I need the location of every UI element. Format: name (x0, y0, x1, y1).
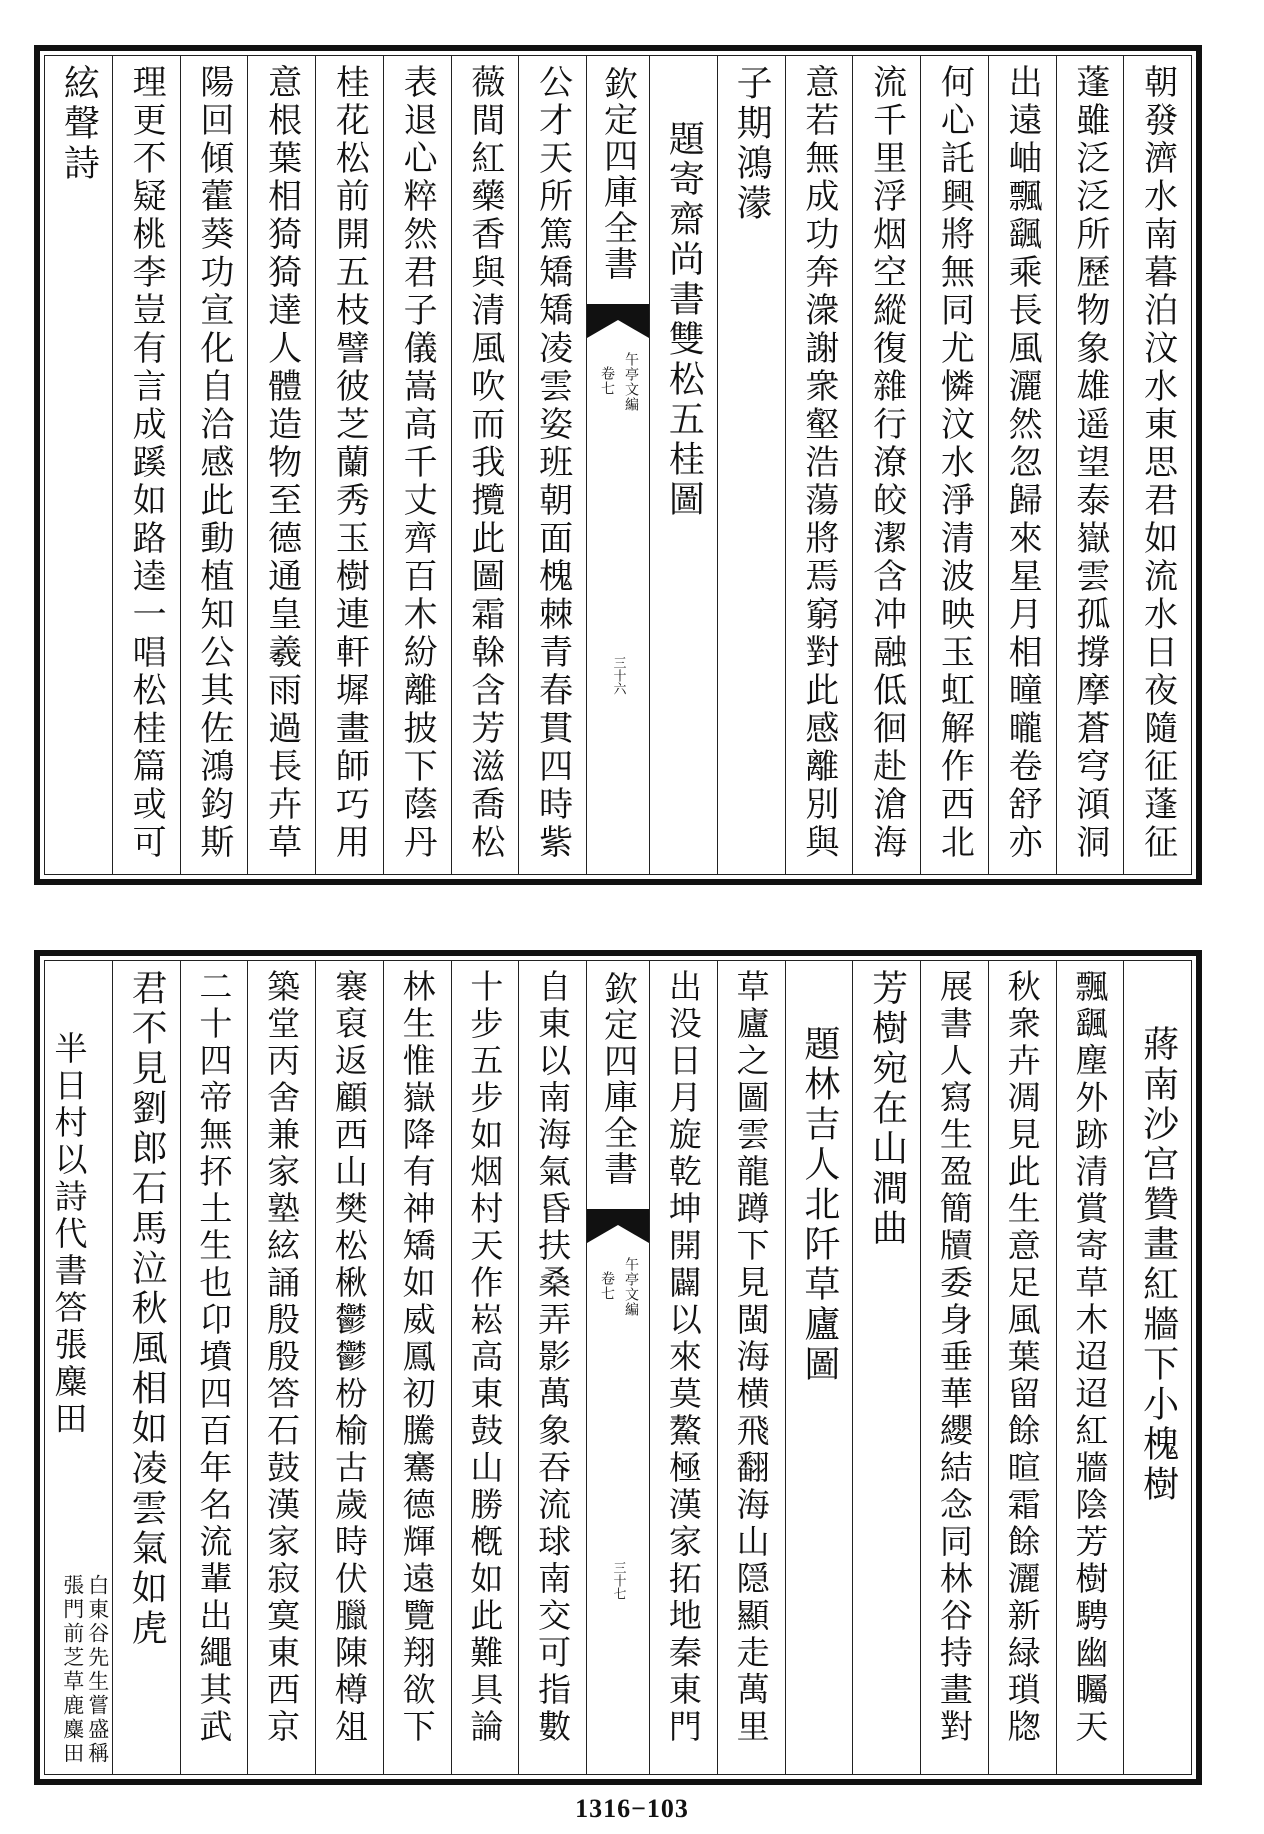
text-column (112, 961, 180, 1774)
text-column (649, 961, 717, 1774)
text-column (1123, 961, 1191, 1774)
text-column (180, 56, 248, 874)
page-number: 三十七 (610, 1561, 626, 1600)
column-text: 子期鴻濛 (731, 64, 773, 224)
text-column (920, 56, 988, 874)
column-text: 公才天所篤矯矯凌雲姿班朝面槐棘青春貫四時紫 (532, 64, 573, 862)
text-column (518, 56, 586, 874)
column-text: 何心託興將無同尤憐汶水淨清波映玉虹解作西北 (934, 64, 975, 862)
text-column (988, 961, 1056, 1774)
column-text: 表退心粹然君子儀嵩高千丈齊百木紛離披下蔭丹 (397, 64, 438, 862)
column-text: 秋衆卉凋見此生意足風葉留餘暄霜餘灑新緑瑣牎 (1002, 969, 1042, 1746)
center-margin-column (586, 56, 649, 874)
text-column (988, 56, 1056, 874)
fish-tail-ornament (587, 304, 649, 338)
poem-title: 蔣南沙宫贊畫紅牆下小槐樹 (1137, 1025, 1179, 1505)
text-column (785, 961, 853, 1774)
page-number: 三十六 (610, 656, 626, 695)
column-text: 自東以南海氣昏扶桑弄影萬象吞流球南交可指數 (533, 969, 573, 1746)
text-column (247, 961, 315, 1774)
column-text: 絃聲詩 (58, 64, 100, 184)
text-column (451, 56, 519, 874)
page-code: 1316−103 (575, 1794, 689, 1823)
column-text: 蓬雖泛泛所歷物象雄遥望泰嶽雲孤撐摩蒼穹澒洞 (1069, 64, 1110, 862)
header-title: 欽定四庫全書 (597, 66, 638, 282)
column-text: 薇間紅藥香與清風吹而我攬此圖霜榦含芳滋喬松 (464, 64, 505, 862)
text-column (1123, 56, 1191, 874)
column-text: 出没日月旋乾坤開闢以來莫鰲極漢家拓地秦東門 (663, 969, 703, 1746)
text-column (852, 961, 920, 1774)
column-text: 褰裒返顧西山樊松楸鬱鬱枌榆古歲時伏臘陳樽俎 (329, 969, 369, 1746)
column-text: 理更不疑桃李豈有言成蹊如路逵一唱松桂篇或可 (126, 64, 167, 862)
text-column (785, 56, 853, 874)
text-column (45, 961, 112, 1774)
column-text: 出遠岫飄颻乘長風灑然忽歸來星月相曈曨卷舒亦 (1002, 64, 1043, 862)
poem-title: 題寄齋尚書雙松五桂圖 (663, 120, 705, 520)
column-text: 桂花松前開五枝譬彼芝蘭秀玉樹連軒墀畫師巧用 (329, 64, 370, 862)
column-text: 草廬之圖雲龍蹲下見閩海横飛翻海山隠顯走萬里 (731, 969, 771, 1746)
header-book: 午亭文編 (623, 1257, 639, 1317)
bottom-page-frame (44, 960, 1192, 1775)
column-text: 飄颻塵外跡清賞寄草木迢迢紅牆陰芳樹騁幽矚天 (1070, 969, 1110, 1746)
column-text: 意若無成功奔潨謝衆壑浩蕩將焉窮對此感離別與 (798, 64, 839, 862)
text-column (180, 961, 248, 1774)
text-column (717, 56, 785, 874)
text-column (383, 56, 451, 874)
column-text: 朝發濟水南暮泊汶水東思君如流水日夜隨征蓬征 (1137, 64, 1178, 862)
text-column (45, 56, 112, 874)
header-volume: 卷七 (599, 1271, 615, 1301)
column-text: 流千里浮烟空縱復雜行潦皎潔含冲融低徊赴滄海 (866, 64, 907, 862)
text-column (383, 961, 451, 1774)
text-column (315, 56, 383, 874)
bottom-page-panel (34, 950, 1202, 1785)
column-text: 二十四帝無抔土生也卬墳四百年名流輩出繩其武 (194, 969, 234, 1746)
text-column (1056, 961, 1124, 1774)
poem-title: 半日村以詩代書答張麋田 (49, 1031, 89, 1438)
text-column (920, 961, 988, 1774)
column-text: 陽回傾藿葵功宣化自洽感此動植知公其佐鴻鈞斯 (193, 64, 234, 862)
fish-tail-ornament (587, 1209, 649, 1243)
text-column (717, 961, 785, 1774)
header-volume: 卷七 (599, 366, 615, 396)
text-column (247, 56, 315, 874)
header-book: 午亭文編 (623, 352, 639, 412)
text-column (518, 961, 586, 1774)
text-column (451, 961, 519, 1774)
column-text: 展書人寫生盈簡牘委身垂華纓結念同林谷持畫對 (934, 969, 974, 1746)
text-column (852, 56, 920, 874)
column-text: 十步五步如烟村天作崧高東鼓山勝槪如此難具論 (465, 969, 505, 1746)
text-column (112, 56, 180, 874)
poem-title: 題林吉人北阡草廬圖 (798, 1025, 840, 1385)
top-page-panel (34, 45, 1202, 885)
column-text: 林生惟嶽降有神矯如威鳳初騰騫德輝遠覽翔欲下 (397, 969, 437, 1746)
top-page-frame (44, 55, 1192, 875)
text-column (649, 56, 717, 874)
annotation-notes (62, 1574, 108, 1766)
top-page-columns (45, 56, 1191, 874)
center-margin-column (586, 961, 649, 1774)
column-text: 意根葉相猗猗達人體造物至德通皇羲雨過長卉草 (261, 64, 302, 862)
column-text: 君不見劉郎石馬泣秋風相如凌雲氣如虎 (126, 969, 168, 1649)
column-text: 築堂丙舍兼家塾絃誦殷殷答石鼓漢家寂寞東西京 (262, 969, 302, 1746)
annotation-note: 張門前芝草鹿麋田 (60, 1574, 85, 1766)
text-column (1056, 56, 1124, 874)
column-text: 芳樹宛在山澗曲 (866, 969, 908, 1249)
annotation-note: 白東谷先生嘗盛稱 (85, 1574, 110, 1766)
header-title: 欽定四庫全書 (597, 971, 638, 1187)
text-column (315, 961, 383, 1774)
bottom-page-columns (45, 961, 1191, 1774)
